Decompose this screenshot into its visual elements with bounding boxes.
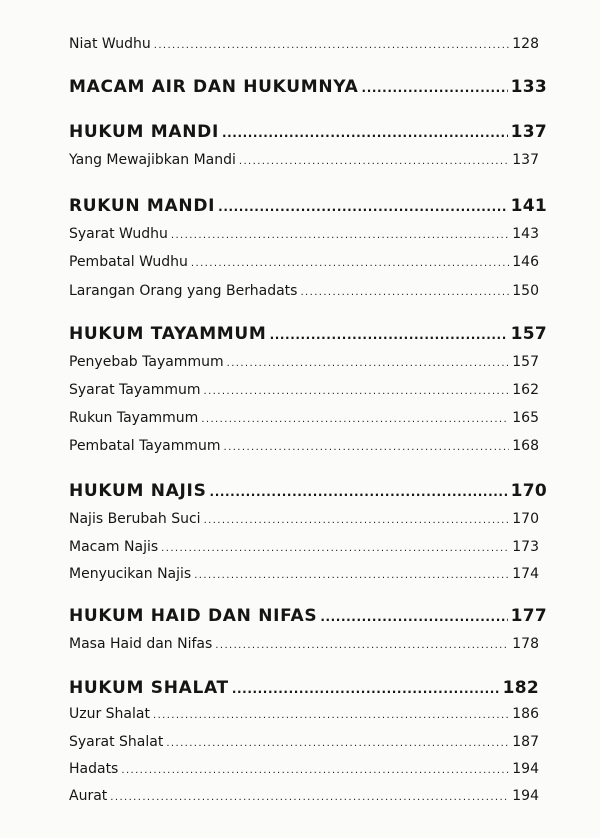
dot-leader [166,738,509,749]
toc-subentry [69,36,539,52]
toc-subentry [69,226,539,242]
dot-leader [218,200,507,214]
page-number: 170 [510,481,547,501]
dot-leader [204,386,510,397]
toc-chapter [69,678,539,698]
chapter-title: MACAM AIR DAN HUKUMNYA [69,77,359,97]
dot-leader [201,414,509,425]
entry-title: Penyebab Tayammum [69,354,224,370]
page-number: 173 [512,539,539,555]
entry-title: Larangan Orang yang Berhadats [69,283,298,299]
chapter-title: HUKUM SHALAT [69,678,229,698]
toc-subentry [69,152,539,168]
toc-subentry [69,438,539,454]
page-number: 186 [512,706,539,722]
toc-chapter [69,606,547,626]
toc-subentry [69,734,539,750]
page-number: 133 [510,77,547,97]
toc-subentry [69,539,539,555]
page-number: 178 [512,636,539,652]
toc-chapter [69,196,547,216]
page-number: 177 [510,606,547,626]
dot-leader [210,485,508,499]
dot-leader [239,156,509,167]
page-number: 157 [510,324,547,344]
page-number: 165 [512,410,539,426]
page-number: 162 [512,382,539,398]
dot-leader [191,258,509,269]
page-number: 194 [512,788,539,804]
chapter-title: RUKUN MANDI [69,196,216,216]
page-number: 141 [510,196,547,216]
entry-title: Yang Mewajibkan Mandi [69,152,236,168]
entry-title: Pembatal Tayammum [69,438,221,454]
dot-leader [222,126,508,140]
entry-title: Menyucikan Najis [69,566,192,582]
entry-title: Syarat Tayammum [69,382,201,398]
toc-subentry [69,382,539,398]
page-number: 143 [512,226,539,242]
entry-title: Rukun Tayammum [69,410,199,426]
toc-chapter [69,122,547,142]
page-number: 187 [512,734,539,750]
page-number: 137 [510,122,547,142]
toc-subentry [69,761,539,777]
entry-title: Syarat Shalat [69,734,164,750]
dot-leader [161,543,509,554]
dot-leader [227,358,510,369]
toc-chapter [69,324,547,344]
dot-leader [194,570,509,581]
entry-title: Najis Berubah Suci [69,511,201,527]
page-number: 194 [512,761,539,777]
chapter-title: HUKUM TAYAMMUM [69,324,267,344]
entry-title: Pembatal Wudhu [69,254,188,270]
page-number: 146 [512,254,539,270]
page-number: 170 [512,511,539,527]
entry-title: Niat Wudhu [69,36,151,52]
dot-leader [204,515,510,526]
dot-leader [154,40,510,51]
dot-leader [153,710,509,721]
toc-subentry [69,511,539,527]
entry-title: Syarat Wudhu [69,226,168,242]
dot-leader [232,682,500,696]
entry-title: Aurat [69,788,108,804]
page-number: 182 [502,678,539,698]
toc-subentry [69,788,539,804]
page-number: 128 [512,36,539,52]
dot-leader [224,442,510,453]
dot-leader [171,230,509,241]
toc-chapter [69,77,547,97]
toc-subentry [69,254,539,270]
entry-title: Uzur Shalat [69,706,150,722]
dot-leader [110,792,509,803]
chapter-title: HUKUM HAID DAN NIFAS [69,606,318,626]
entry-title: Hadats [69,761,119,777]
dot-leader [362,81,508,95]
page-number: 174 [512,566,539,582]
toc-subentry [69,706,539,722]
dot-leader [121,765,509,776]
chapter-title: HUKUM MANDI [69,122,219,142]
toc-subentry [69,354,539,370]
entry-title: Macam Najis [69,539,159,555]
page-number: 168 [512,438,539,454]
page-number: 157 [512,354,539,370]
toc-subentry [69,636,539,652]
toc-subentry [69,566,539,582]
page-number: 150 [512,283,539,299]
toc-subentry [69,410,539,426]
toc-chapter [69,481,547,501]
page-number: 137 [512,152,539,168]
dot-leader [215,640,509,651]
chapter-title: HUKUM NAJIS [69,481,207,501]
dot-leader [320,610,507,624]
dot-leader [300,287,509,298]
entry-title: Masa Haid dan Nifas [69,636,213,652]
toc-subentry [69,283,539,299]
dot-leader [270,328,508,342]
